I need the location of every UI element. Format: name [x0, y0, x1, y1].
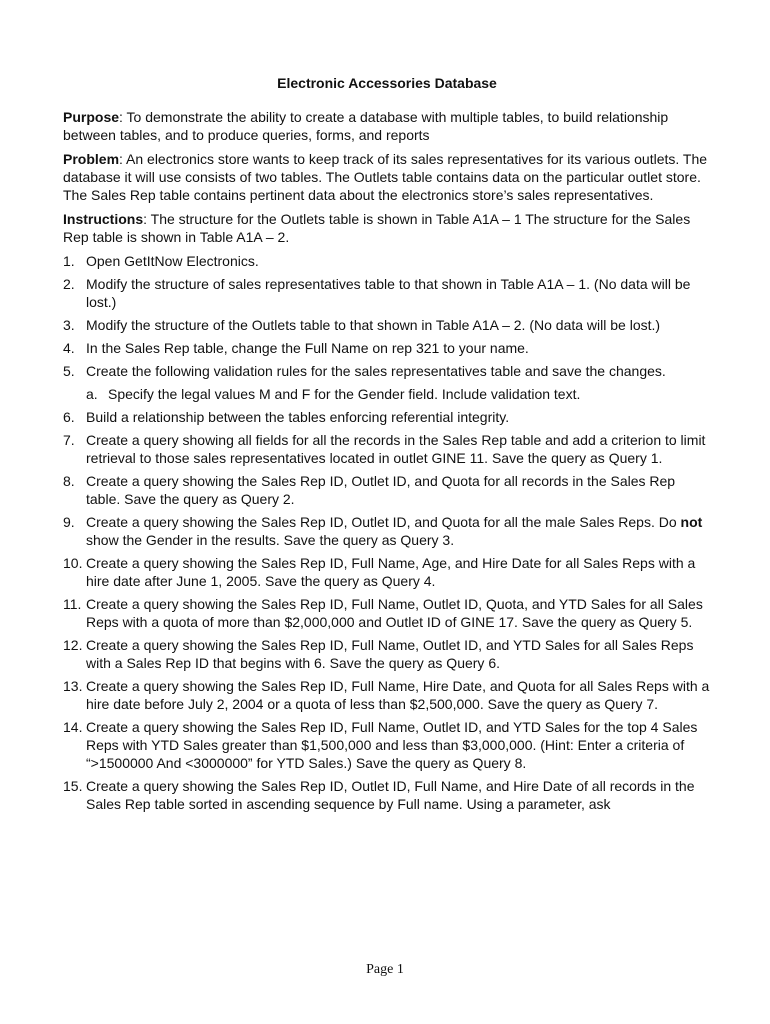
step-number: 11. — [63, 596, 82, 612]
step-number: 9. — [63, 514, 75, 530]
step-item — [63, 677, 711, 713]
step-item — [63, 408, 711, 426]
step-item — [63, 636, 711, 672]
instructions-text: : The structure for the Outlets table is shown in Table A1A – 1 The structure for the Sales Rep table is shown in Table A1A – 2. — [63, 211, 691, 245]
step-text: Create a query showing the Sales Rep ID, Full Name, Outlet ID, Quota, and YTD Sales for all Sales Reps with a quota of more than $2,000,000 and Outlet ID of GINE 17. Save the query as Query 5. — [86, 596, 703, 630]
step-text: Modify the structure of sales representatives table to that shown in Table A1A – 1. (No data will be lost.) — [86, 276, 691, 310]
step-text-before: Create a query showing the Sales Rep ID, Outlet ID, and Quota for all the male Sales Reps. Do — [86, 514, 681, 530]
step-item — [63, 554, 711, 590]
purpose-text: : To demonstrate the ability to create a database with multiple tables, to build relationship between tables, and to produce queries, forms, and reports — [63, 109, 669, 143]
step-text: Create a query showing the Sales Rep ID, Full Name, Outlet ID, and YTD Sales for all Sales Reps with a Sales Rep ID that begins with 6. Save the query as Query 6. — [86, 637, 694, 671]
problem-text: : An electronics store wants to keep track of its sales representatives for its various outlets. The database it will use consists of two tables. The Outlets table contains data on the particular outlet store. The Sales Rep table contains pertinent data about the electronics store’s sales representatives. — [63, 151, 708, 203]
step-text-after: show the Gender in the results. Save the query as Query 3. — [86, 532, 455, 548]
document-page — [63, 74, 711, 818]
step-text: Create a query showing the Sales Rep ID, Outlet ID, and Quota for all records in the Sales Rep table. Save the query as Query 2. — [86, 473, 676, 507]
step-number: 2. — [63, 276, 75, 292]
step-number: 7. — [63, 432, 75, 448]
step-item — [63, 513, 711, 549]
page-number-footer: Page 1 — [366, 962, 404, 977]
step-item — [63, 316, 711, 334]
step-text: Create a query showing the Sales Rep ID, Outlet ID, Full Name, and Hire Date of all records in the Sales Rep table sorted in ascending sequence by Full name. Using a parameter, ask — [86, 778, 695, 812]
step-number: 13. — [63, 678, 83, 694]
step-item — [63, 472, 711, 508]
step-subitem — [63, 385, 711, 403]
step-text: Create the following validation rules for the sales representatives table and save the changes. — [86, 363, 666, 379]
step-item — [63, 431, 711, 467]
step-number: 3. — [63, 317, 75, 333]
step-text: Create a query showing the Sales Rep ID, Full Name, Hire Date, and Quota for all Sales Reps with a hire date before July 2, 2004 or a quota of less than $2,500,000. Save the query as Query 7. — [86, 678, 710, 712]
step-item — [63, 339, 711, 357]
step-bold-word: not — [680, 514, 703, 530]
step-number: 8. — [63, 473, 75, 489]
step-item — [63, 595, 711, 631]
step-number: 14. — [63, 719, 83, 735]
step-number: 4. — [63, 340, 75, 356]
step-number: 1. — [63, 253, 75, 269]
step-number: 10. — [63, 555, 83, 571]
document-title: Electronic Accessories Database — [277, 75, 497, 91]
step-subnumber: a. — [86, 386, 98, 402]
instructions-paragraph — [63, 210, 711, 246]
purpose-label: Purpose — [63, 109, 120, 125]
step-number: 15. — [63, 778, 83, 794]
step-text: Modify the structure of the Outlets table to that shown in Table A1A – 2. (No data will be lost.) — [86, 317, 661, 333]
purpose-paragraph — [63, 108, 711, 144]
problem-paragraph — [63, 150, 711, 204]
step-item — [63, 777, 711, 813]
step-text: In the Sales Rep table, change the Full Name on rep 321 to your name. — [86, 340, 529, 356]
step-subtext: Specify the legal values M and F for the Gender field. Include validation text. — [108, 386, 581, 402]
instructions-label: Instructions — [63, 211, 144, 227]
step-number: 5. — [63, 363, 75, 379]
step-text: Build a relationship between the tables enforcing referential integrity. — [86, 409, 510, 425]
step-item — [63, 362, 711, 380]
steps-list — [63, 252, 711, 813]
step-text: Create a query showing the Sales Rep ID, Full Name, Age, and Hire Date for all Sales Reps with a hire date after June 1, 2005. Save the query as Query 4. — [86, 555, 696, 589]
problem-label: Problem — [63, 151, 120, 167]
step-number: 6. — [63, 409, 75, 425]
step-text: Create a query showing all fields for all the records in the Sales Rep table and add a criterion to limit retrieval to those sales representatives located in outlet GINE 11. Save the query as Query 1. — [86, 432, 706, 466]
step-text: Open GetItNow Electronics. — [86, 253, 259, 269]
step-number: 12. — [63, 637, 83, 653]
step-item — [63, 718, 711, 772]
step-item — [63, 275, 711, 311]
step-item — [63, 252, 711, 270]
step-text: Create a query showing the Sales Rep ID, Full Name, Outlet ID, and YTD Sales for the top 4 Sales Reps with YTD Sales greater than $1,500,000 and less than $3,000,000. (Hint: Enter a criteria of “>1500000 And <3000000” for YTD Sales.) Save the query as Query 8. — [86, 719, 698, 771]
